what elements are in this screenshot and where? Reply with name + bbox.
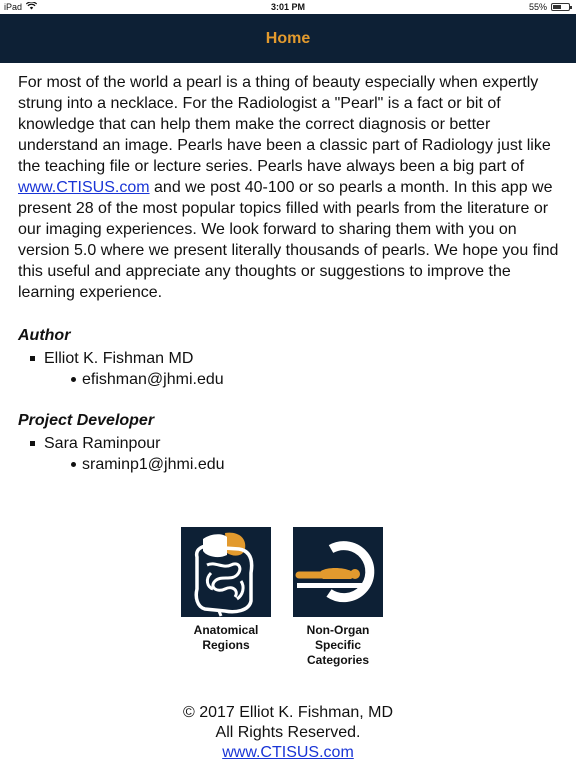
footer-copyright: © 2017 Elliot K. Fishman, MD bbox=[182, 704, 394, 721]
nav-bar bbox=[0, 14, 576, 63]
developer-name-text: Sara Raminpour bbox=[44, 435, 161, 452]
battery-level bbox=[553, 5, 561, 9]
developer-contact-list bbox=[44, 454, 564, 475]
author-name bbox=[26, 348, 564, 390]
anatomical-regions-line2: Regions bbox=[202, 638, 250, 652]
status-right bbox=[529, 2, 570, 12]
non-organ-line1: Non-Organ bbox=[306, 623, 370, 637]
anatomical-regions-line1: Anatomical bbox=[193, 623, 259, 637]
author-name-text: Elliot K. Fishman MD bbox=[44, 350, 194, 367]
author-email-text: efishman@jhmi.edu bbox=[82, 371, 224, 388]
developer-heading: Project Developer bbox=[18, 412, 155, 429]
author-list bbox=[18, 348, 564, 390]
battery-icon bbox=[551, 3, 570, 11]
device-name: iPad bbox=[4, 2, 23, 12]
developer-list bbox=[18, 433, 564, 475]
battery-percentage: 55% bbox=[528, 2, 547, 12]
intro-paragraph bbox=[18, 72, 564, 303]
intro-text-before: For most of the world a pearl is a thing of beauty especially when expertly strung into a necklace. For the Radiologist a "Pearl" is a fact or bit of knowledge that can help them make the correct diagnosis or better understand an image. Pearls have been a classic part of Radiology just like the teaching file or lecture series. Pearls have always been a big part of bbox=[18, 74, 551, 175]
non-organ-categories-label bbox=[283, 623, 393, 668]
intro-text-after: and we post 40-100 or so pearls a month. In this app we present 28 of the most popular topics filled with pearls from the literature or our imaging experiences. We look forward to sharing them with you on version 5.0 where we present literally thousands of pearls. We hope you find this useful and appreciate any thoughts or suggestions to improve the learning experience. bbox=[18, 179, 559, 301]
non-organ-line2: Specific Categories bbox=[306, 638, 370, 667]
ctisus-link[interactable]: www.CTISUS.com bbox=[18, 179, 150, 196]
anatomical-regions-label bbox=[171, 623, 281, 653]
footer bbox=[0, 703, 576, 763]
non-organ-categories-button[interactable] bbox=[283, 527, 393, 668]
nav-title: Home bbox=[265, 29, 311, 47]
author-contact-list bbox=[44, 369, 564, 390]
footer-ctisus-link[interactable]: www.CTISUS.com bbox=[222, 744, 354, 761]
author-heading: Author bbox=[18, 327, 71, 344]
anatomical-regions-button[interactable] bbox=[171, 527, 281, 653]
developer-name bbox=[26, 433, 564, 475]
status-time: 3:01 PM bbox=[270, 2, 305, 12]
footer-rights: All Rights Reserved. bbox=[215, 724, 361, 741]
abdomen-icon bbox=[181, 527, 271, 617]
ct-scanner-icon bbox=[293, 527, 383, 617]
author-email[interactable] bbox=[68, 369, 564, 390]
developer-email[interactable] bbox=[68, 454, 564, 475]
status-bar bbox=[0, 0, 576, 14]
developer-email-text: sraminp1@jhmi.edu bbox=[82, 456, 225, 473]
content bbox=[18, 72, 564, 475]
